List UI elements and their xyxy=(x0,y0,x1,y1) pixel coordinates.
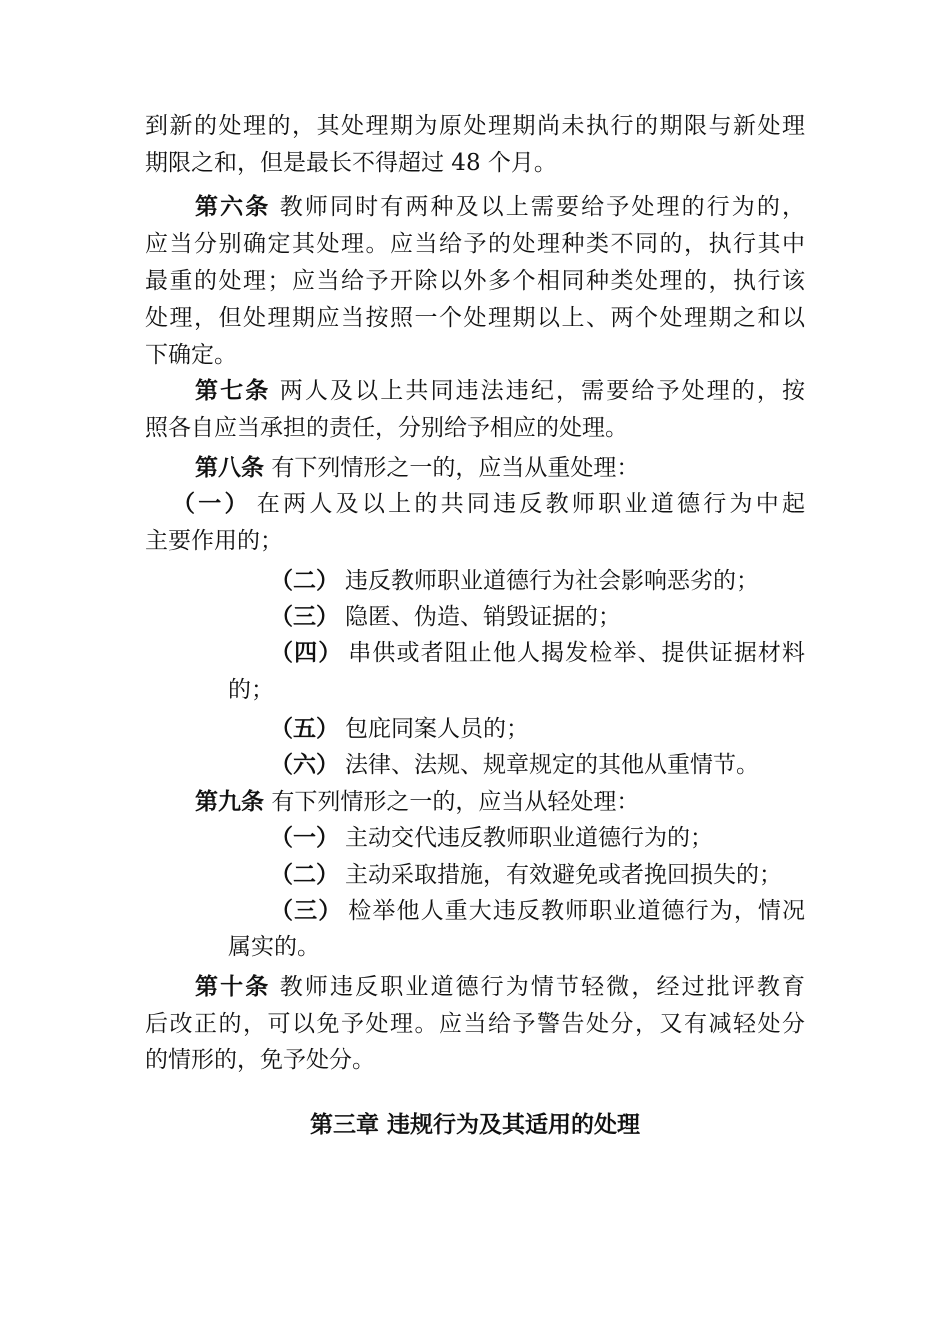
article-10-heading: 第十条 xyxy=(195,974,271,1000)
text-line: 下确定。 xyxy=(145,342,237,368)
text-line: 到新的处理的，其处理期为原处理期尚未执行的期限与新处理 xyxy=(145,113,805,139)
text-line: 最重的处理；应当给予开除以外多个相同种类处理的，执行该 xyxy=(145,268,805,294)
article-6-first-line xyxy=(195,187,805,227)
text-line: 教师同时有两种及以上需要给予处理的行为的， xyxy=(279,194,806,220)
article-9-first-line xyxy=(195,782,805,822)
text-line: 违反教师职业道德行为社会影响恶劣的； xyxy=(345,568,759,594)
text-line: 后改正的，可以免予处理。应当给予警告处分，又有减轻处分 xyxy=(145,1011,805,1037)
list-item xyxy=(172,484,805,524)
article-7-first-line xyxy=(195,371,805,411)
text-line: 包庇同案人员的； xyxy=(345,716,529,742)
text-line: 主动交代违反教师职业道德行为的； xyxy=(345,825,713,851)
list-item xyxy=(270,891,805,931)
text-line: 处理，但处理期应当按照一个处理期以上、两个处理期之和以 xyxy=(145,305,805,331)
list-item xyxy=(270,633,805,673)
list-item-number: （二） xyxy=(270,862,339,888)
text-line: 串供或者阻止他人揭发检举、提供证据材料 xyxy=(348,640,806,666)
text-line: 属实的。 xyxy=(228,934,320,960)
list-item-number: （三） xyxy=(270,898,343,924)
text-line: 照各自应当承担的责任，分别给予相应的处理。 xyxy=(145,415,628,441)
text-line: 的情形的，免予处分。 xyxy=(145,1047,375,1073)
text-line: 教师违反职业道德行为情节轻微，经过批评教育 xyxy=(279,974,806,1000)
text-line: 主要作用的； xyxy=(145,528,283,554)
list-item xyxy=(270,818,805,858)
text-line: 隐匿、伪造、销毁证据的； xyxy=(345,604,621,630)
article-7-heading: 第七条 xyxy=(195,378,271,404)
text-line: 的； xyxy=(228,677,274,703)
article-10-first-line xyxy=(195,967,805,1007)
text-line: 在两人及以上的共同违反教师职业道德行为中起 xyxy=(256,491,806,517)
text-line: 主动采取措施，有效避免或者挽回损失的； xyxy=(345,862,782,888)
list-item xyxy=(270,709,805,749)
text-line: 期限之和，但是最长不得超过 48 个月。 xyxy=(145,150,557,176)
list-item-number: （一） xyxy=(270,825,339,851)
list-item xyxy=(270,745,805,785)
text-line: 法律、法规、规章规定的其他从重情节。 xyxy=(345,752,759,778)
article-8-first-line xyxy=(195,448,805,488)
text-line: 两人及以上共同违法违纪，需要给予处理的，按 xyxy=(279,378,806,404)
list-item xyxy=(270,597,805,637)
text-line: 应当分别确定其处理。应当给予的处理种类不同的，执行其中 xyxy=(145,231,805,257)
chapter-title: 第三章 违规行为及其适用的处理 xyxy=(309,1112,640,1138)
list-item xyxy=(270,561,805,601)
list-item-number: （二） xyxy=(270,568,339,594)
list-item xyxy=(270,855,805,895)
list-item-number: （五） xyxy=(270,716,339,742)
list-item-number: （一） xyxy=(172,491,251,517)
text-line: 有下列情形之一的，应当从轻处理： xyxy=(271,789,640,815)
article-6-heading: 第六条 xyxy=(195,194,271,220)
list-item-number: （四） xyxy=(270,640,343,666)
text-line: 有下列情形之一的，应当从重处理： xyxy=(271,455,640,481)
text-line: 检举他人重大违反教师职业道德行为，情况 xyxy=(348,898,806,924)
list-item-number: （三） xyxy=(270,604,339,630)
article-8-heading: 第八条 xyxy=(195,455,264,481)
list-item-number: （六） xyxy=(270,752,339,778)
article-9-heading: 第九条 xyxy=(195,789,264,815)
